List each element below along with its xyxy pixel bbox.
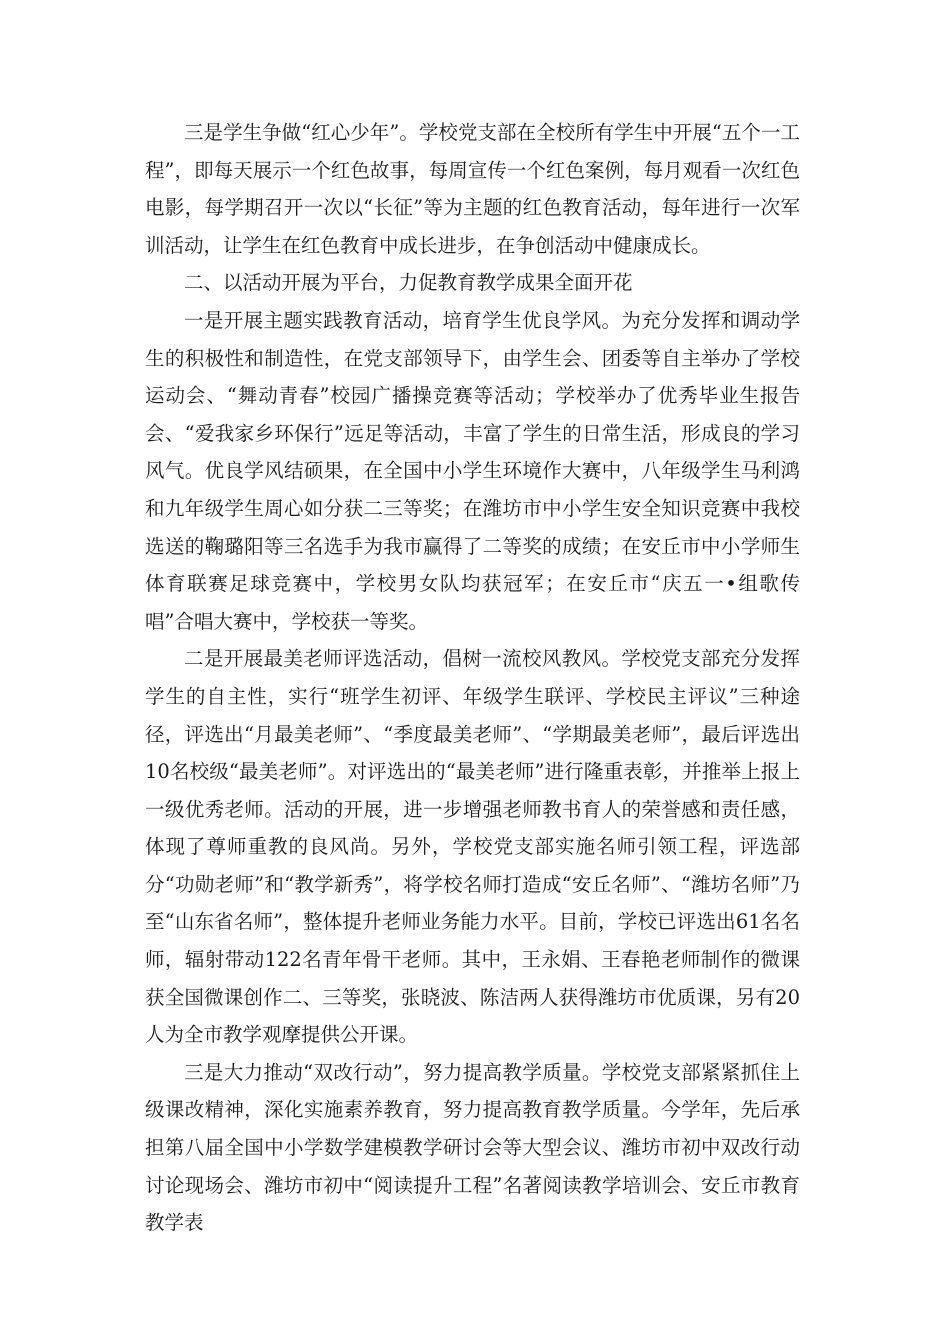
section-heading-activities: 二、以活动开展为平台，力促教育教学成果全面开花 (184, 271, 633, 295)
paragraph-best-teacher: 二是开展最美老师评选活动，倡树一流校风教风。学校党支部充分发挥学生的自主性，实行“班学生初评、年级学生联评、学校民主评议”三种途径，评选出“月最美老师”、“季度最美老师”、“学期最美老师”，最后评选出10名校级“最美老师”。对评选出的“最美老师”进行隆重表彰，并推举上报上一级优秀老师。活动的开展，进一步增强老师教书育人的荣誉感和责任感，体现了尊师重教的良风尚。另外，学校党支部实施名师引领工程，评选部分“功勋老师”和“教学新秀”，将学校名师打造成“安丘名师”、“潍坊名师”乃至“山东省名师”，整体提升老师业务能力水平。目前，学校已评选出61名名师，辐射带动122名青年骨干老师。其中，王永娟、王春艳老师制作的微课获全国微课创作二、三等奖，张晓波、陈洁两人获得潍坊市优质课，另有20人为全市教学观摩提供公开课。 (145, 647, 800, 1047)
paragraph-red-youth: 三是学生争做“红心少年”。学校党支部在全校所有学生中开展“五个一工程”，即每天展示一个红色故事，每周宣传一个红色案例，每月观看一次红色电影，每学期召开一次以“长征”等为主题的红色教育活动，每年进行一次军训活动，让学生在红色教育中成长进步，在争创活动中健康成长。 (145, 121, 800, 257)
paragraph-practice-activities: 一是开展主题实践教育活动，培育学生优良学风。为充分发挥和调动学生的积极性和制造性，在党支部领导下，由学生会、团委等自主举办了学校运动会、“舞动青春”校园广播操竞赛等活动；学校举办了优秀毕业生报告会、“爱我家乡环保行”远足等活动，丰富了学生的日常生活，形成良的学习风气。优良学风结硕果，在全国中小学生环境作大赛中，八年级学生马利鸿和九年级学生周心如分获二三等奖；在潍坊市中小学生安全知识竞赛中我校选送的鞠璐阳等三名选手为我市赢得了二等奖的成绩；在安丘市中小学师生体育联赛足球竞赛中，学校男女队均获冠军；在安丘市“庆五一•组歌传唱”合唱大赛中，学校获一等奖。 (145, 308, 800, 633)
document-body (145, 114, 800, 1242)
paragraph-double-reform: 三是大力推动“双改行动”，努力提高教学质量。学校党支部紧紧抓住上级课改精神，深化实施素养教育，努力提高教育教学质量。今学年，先后承担第八届全国中小学数学建模教学研讨会等大型会议、潍坊市初中双改行动讨论现场会、潍坊市初中“阅读提升工程”名著阅读教学培训会、安丘市教育教学表 (145, 1060, 800, 1235)
